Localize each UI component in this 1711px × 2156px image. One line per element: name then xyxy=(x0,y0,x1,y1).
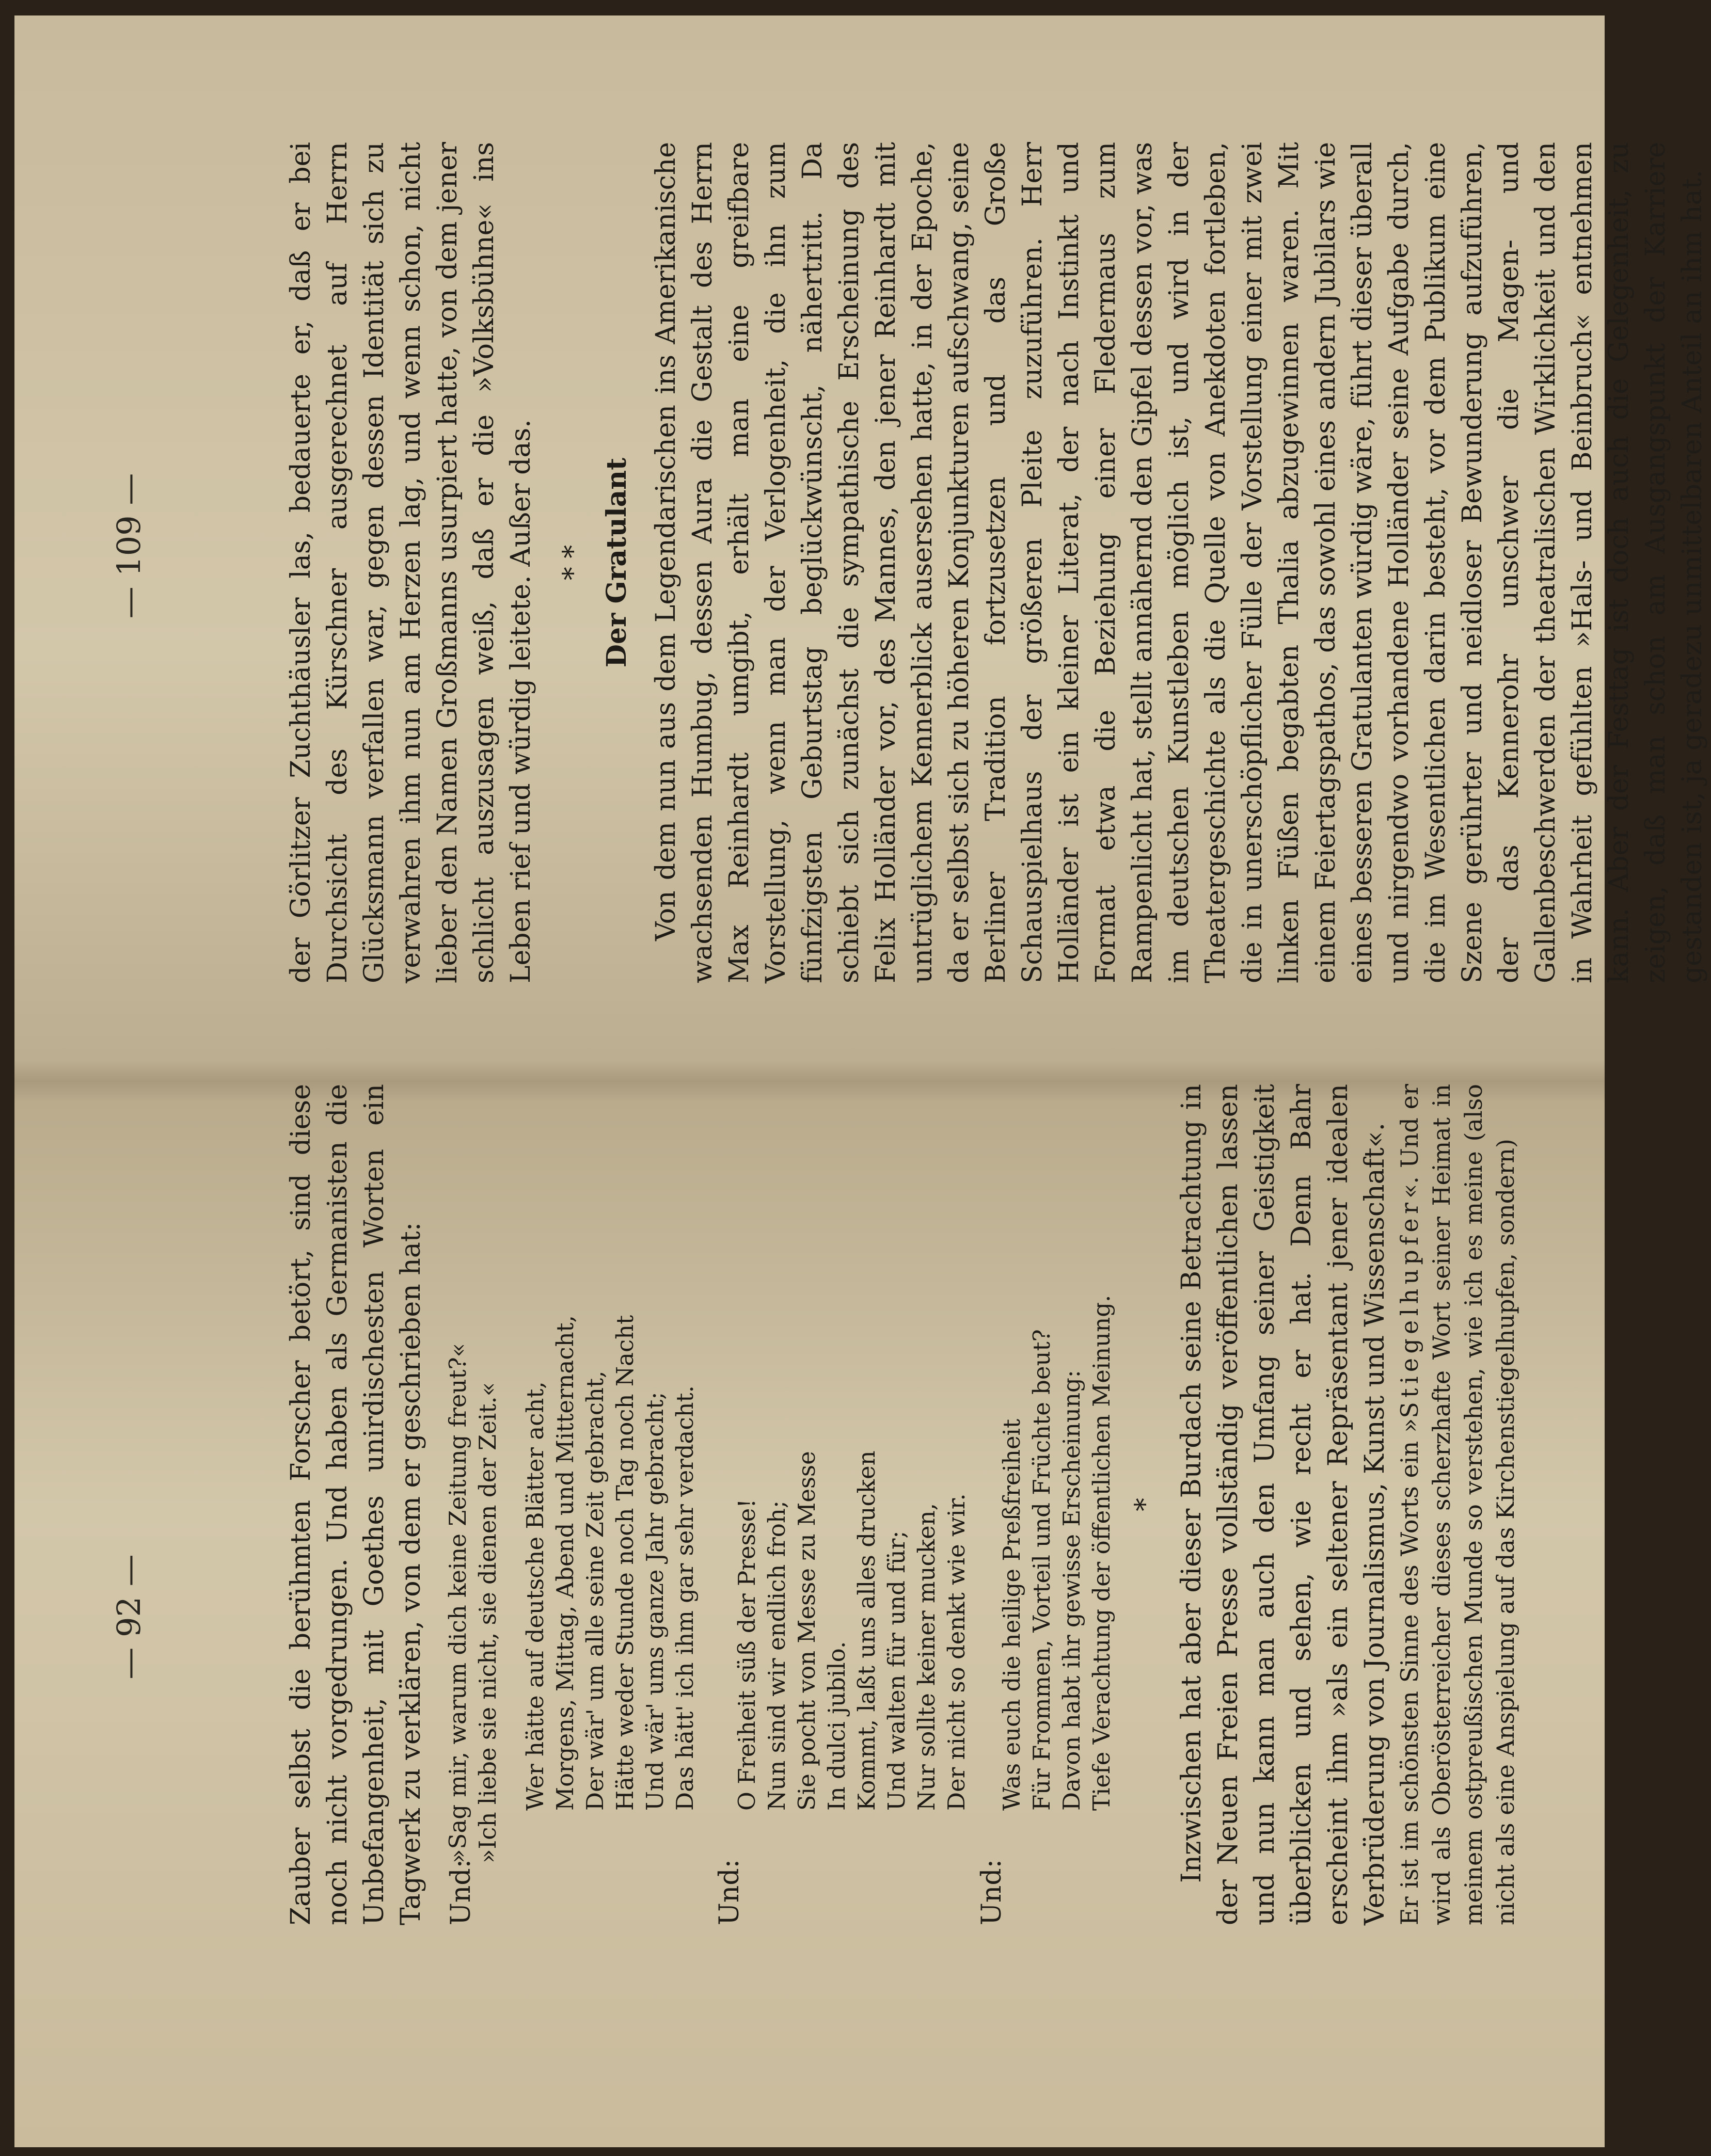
left-page xyxy=(14,1084,1605,2147)
page-number: — 92 — xyxy=(110,1554,148,1680)
verse-line: Hätte weder Stunde noch Tag noch Nacht xyxy=(611,1315,639,1811)
section-stars: * * xyxy=(558,545,589,581)
scanned-book-spread xyxy=(14,15,1708,2147)
verse-line: Und walten für und für; xyxy=(883,1530,910,1811)
section-star: * xyxy=(1130,1498,1161,1511)
page-number: — 109 — xyxy=(110,473,148,619)
verse-line: Nur sollte keiner mucken, xyxy=(913,1503,940,1811)
poem xyxy=(520,1084,700,1811)
label-und: Und: xyxy=(446,1859,477,1925)
text-run: Er ist im schönsten Sinne des Worts ein » xyxy=(1396,1418,1423,1925)
text-run: «. Und er wird als Oberösterreicher dieses scherzhafte Wort seiner Heimat in meinem ostpreußischen Munde so verstehen, wie ich es meine (also nicht als eine Anspielung auf das Kirchenstiegelhupfen, sondern) xyxy=(1396,1084,1519,1925)
verse-line: O Freiheit süß der Presse! xyxy=(733,1498,761,1811)
verse-line: Für Frommen, Vorteil und Früchte beut? xyxy=(1028,1329,1055,1811)
section-heading: Der Gratulant xyxy=(601,457,632,668)
paragraph: der Görlitzer Zuchthäusler las, bedauerte er, daß er bei Durchsicht des Kürschner ausgerechnet auf Herrn Glücksmann verfallen war, gegen dessen Identität sich zu verwahren ihm nun am Herzen lag, und wenn schon, nicht lieber den Namen Großmanns usurpiert hatte, von dem jener schlicht auszusagen weiß, daß er die »Volksbühne« ins Leben rief und würdig leitete. Außer das. xyxy=(286,142,536,983)
poem xyxy=(997,1295,1117,1811)
verse-line: Tiefe Verachtung der öffentlichen Meinung. xyxy=(1088,1295,1115,1811)
paragraph: Von dem nun aus dem Legendarischen ins Amerikanische wachsenden Humbug, dessen Aura die Gestalt des Herrn Max Reinhardt umgibt, erhält man eine greifbare Vorstellung, wenn man der Verlogenheit, die ihn zum fünfzigsten Geburtstag beglückwünscht, nähertritt. Da schiebt sich zunächst die sympathische Erscheinung des Felix Holländer vor, des Mannes, den jener Reinhardt mit untrüglichem Kennerblick ausersehen hatte, in der Epoche, da er selbst sich zu höheren Konjunkturen aufschwang, seine Berliner Tradition fortzusetzen und das Große Schauspielhaus der größeren Pleite zuzuführen. Herr Holländer ist ein kleiner Literat, der nach Instinkt und Format etwa die Beziehung einer Fledermaus zum Rampenlicht hat, stellt annähernd den Gipfel dessen vor, was im deutschen Kunstleben möglich ist, und wird in der Theatergeschichte als die Quelle von Anekdoten fortleben, die in unerschöpflicher Fülle der Vorstellung einer mit zwei linken Füßen begabten Thalia abzugewinnen waren. Mit einem Feiertagspathos, das sowohl eines andern Jubilars wie eines besseren Gratulanten würdig wäre, führt dieser überall und nirgendwo vorhandene Holländer seine Aufgabe durch, die im Wesentlichen darin besteht, vor dem Publikum eine Szene gerührter und neidloser Bewunderung aufzuführen, der das Kennerohr unschwer die Magen- und Gallenbeschwerden der theatralischen Wirklichkeit und den in Wahrheit gefühlten »Hals- und Beinbruch« entnehmen kann. Aber der Festtag ist doch auch die Gelegenheit, zu zeigen, daß man schon am Ausgangspunkt der Karriere gestanden ist, ja geradezu unmittelbaren Anteil an ihm hat. xyxy=(651,142,1708,983)
verse-line: Sie pocht von Messe zu Messe xyxy=(793,1451,820,1811)
spaced-word: Stiegelhupfer xyxy=(1396,1198,1423,1418)
rotated-spread xyxy=(14,15,1708,2147)
poem-block xyxy=(974,1084,1117,1925)
text-column xyxy=(283,1084,1522,1925)
label-und: Und: xyxy=(714,1859,745,1925)
poem xyxy=(732,1450,972,1811)
paragraph: Inzwischen hat aber dieser Burdach seine Betrachtung in der Neuen Freien Presse vollständig veröffentlichen lassen und nun kann man auch den Umfang seiner Geistigkeit überblicken und sehen, wie recht er hat. Denn Bahr erscheint ihm »als ein seltener Repräsentant jener idealen Verbrüderung von Journalismus, Kunst und Wissenschaft«. xyxy=(1176,1084,1390,1925)
verse-line: Nun sind wir endlich froh; xyxy=(763,1500,790,1811)
verse-line: Das hätt' ich ihm gar sehr verdacht. xyxy=(671,1385,699,1811)
verse-line: »Sag mir, warum dich keine Zeitung freut?« xyxy=(444,1343,471,1863)
poem-block xyxy=(711,1084,972,1925)
verse-line: In dulci jubilo. xyxy=(823,1641,850,1811)
paragraph xyxy=(1393,1084,1522,1925)
quote-block xyxy=(443,1084,503,1925)
text-column xyxy=(283,142,1711,983)
verse-line: Wer hätte auf deutsche Blätter acht, xyxy=(521,1381,549,1811)
verse-line: »Ich liebe sie nicht, sie dienen der Zeit.« xyxy=(474,1382,501,1863)
verse-line: Der wär' um alle seine Zeit gebracht, xyxy=(581,1370,609,1811)
verse-line: Der nicht so denkt wie wir. xyxy=(943,1493,970,1811)
label-und: Und: xyxy=(976,1859,1007,1925)
verse-line: Kommt, laßt uns alles drucken xyxy=(853,1450,880,1811)
paragraph: Zauber selbst die berühmten Forscher betört, sind diese noch nicht vorgedrungen. Und haben als Germanisten die Unbefangenheit, mit Goethes unirdischesten Worten ein Tagwerk zu verklären, von dem er geschrieben hat: xyxy=(286,1084,426,1925)
verse-line: Und wär' ums ganze Jahr gebracht; xyxy=(641,1392,669,1811)
verse-line: Davon habt ihr gewisse Erscheinung: xyxy=(1058,1370,1085,1811)
verse-line: Was euch die heilige Preßfreiheit xyxy=(998,1418,1025,1811)
right-page xyxy=(14,15,1708,1076)
goethe-quote xyxy=(443,1343,503,1863)
verse-line: Morgens, Mittag, Abend und Mitternacht, xyxy=(551,1315,579,1811)
